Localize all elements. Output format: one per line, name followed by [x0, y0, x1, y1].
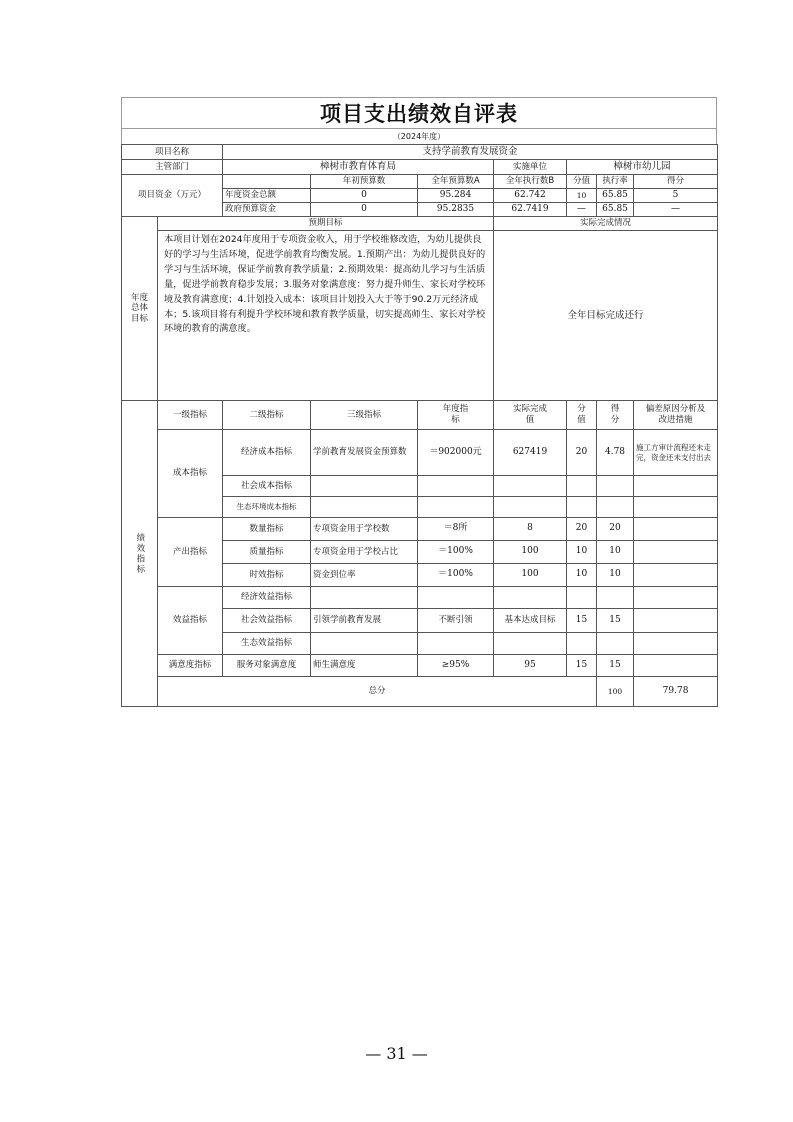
- econ-benefit-actual: [494, 587, 567, 609]
- econ-cost-score: 20: [567, 430, 597, 476]
- social-benefit-third: 引领学前教育发展: [311, 609, 418, 633]
- gov-full-year: 95.2835: [418, 203, 494, 217]
- unit-label: 实施单位: [494, 160, 567, 175]
- quality-actual: 100: [494, 541, 567, 564]
- form-table: [121, 144, 718, 707]
- quantity-actual: 8: [494, 518, 567, 541]
- social-benefit-points: 15: [597, 609, 634, 633]
- goals-label-text: 年度总体目标: [130, 292, 148, 324]
- social-benefit-target: 不断引领: [418, 609, 494, 633]
- project-name-label: 项目名称: [122, 145, 223, 160]
- total-score: 10: [567, 189, 597, 203]
- econ-benefit-points: [597, 587, 634, 609]
- econ-cost-actual: 627419: [494, 430, 567, 476]
- econ-benefit-third: [311, 587, 418, 609]
- dept-value: 樟树市教育体育局: [223, 160, 494, 175]
- econ-benefit-note: [634, 587, 718, 609]
- quality-note: [634, 541, 718, 564]
- gov-funds-label: 政府预算资金: [223, 203, 311, 217]
- eco-cost-third: [311, 497, 418, 518]
- gov-points: —: [634, 203, 718, 217]
- form-year: （2024年度）: [121, 128, 717, 144]
- header-level3: 三级指标: [311, 401, 418, 430]
- header-annual: [418, 401, 494, 430]
- econ-cost-target: ＝902000元: [418, 430, 494, 476]
- goals-content-row: [122, 231, 718, 401]
- quantity-row: [122, 518, 718, 541]
- econ-cost-row: [122, 430, 718, 476]
- econ-cost-name: 经济成本指标: [223, 430, 311, 476]
- page-number: — 31 —: [365, 1044, 428, 1063]
- expected-text: 本项目计划在2024年度用于专项资金收入，用于学校维修改造，为幼儿提供良好的学习与生活环境，促进学前教育均衡发展。1.预期产出：为幼儿提供良好的学习与生活环境，保证学前教育教学质量；2.预期效果：提高幼儿学习与生活质量，促进学前教育稳步发展；3.服务对象满意度：努力提升师生、家长对学校环境及教育满意度；4.计划投入成本：该项目计划投入大于等于90.2万元经济成本；5.该项目将有利提升学校环境和教育教学质量，切实提高师生、家长对学校环境的教育的满意度。: [158, 231, 494, 401]
- social-cost-actual: [494, 476, 567, 497]
- quantity-target: ＝8所: [418, 518, 494, 541]
- total-row: [122, 677, 718, 707]
- col-initial: 年初预算数: [311, 175, 418, 189]
- quantity-note: [634, 518, 718, 541]
- col-points: 得分: [634, 175, 718, 189]
- gov-initial: 0: [311, 203, 418, 217]
- header-level1: 一级指标: [158, 401, 223, 430]
- satisfaction-label: 满意度指标: [158, 655, 223, 677]
- quality-name: 质量指标: [223, 541, 311, 564]
- econ-benefit-name: 经济效益指标: [223, 587, 311, 609]
- header-score-text: 分值: [577, 404, 586, 425]
- cost-label: 成本指标: [158, 430, 223, 518]
- eco-benefit-note: [634, 633, 718, 655]
- gov-rate: 65.85: [597, 203, 634, 217]
- eco-cost-score: [567, 497, 597, 518]
- col-full-year: 全年预算数A: [418, 175, 494, 189]
- total-label: 总分: [158, 677, 597, 707]
- total-full-year: 95.284: [418, 189, 494, 203]
- header-points: [597, 401, 634, 430]
- eco-cost-note: [634, 497, 718, 518]
- total-points-cell: 79.78: [634, 677, 718, 707]
- econ-cost-note: 施工方审计流程还未走完，资金还未支付出去: [634, 430, 718, 476]
- header-level2: 二级指标: [223, 401, 311, 430]
- indicators-label-text: 绩效指标: [134, 532, 145, 575]
- eco-benefit-actual: [494, 633, 567, 655]
- actual-label: 实际完成情况: [494, 217, 718, 231]
- funds-label: 项目资金（万元）: [122, 175, 223, 217]
- performance-form: [121, 97, 717, 707]
- satisfaction-third: 师生满意度: [311, 655, 418, 677]
- output-label: 产出指标: [158, 518, 223, 587]
- eco-benefit-name: 生态效益指标: [223, 633, 311, 655]
- social-cost-points: [597, 476, 634, 497]
- social-benefit-note: [634, 609, 718, 633]
- quantity-third: 专项资金用于学校数: [311, 518, 418, 541]
- econ-benefit-row: [122, 587, 718, 609]
- indicator-header-row: [122, 401, 718, 430]
- actual-text: 全年目标完成还行: [494, 231, 718, 401]
- timeliness-score: 10: [567, 564, 597, 587]
- timeliness-points: 10: [597, 564, 634, 587]
- quantity-name: 数量指标: [223, 518, 311, 541]
- benefit-label: 效益指标: [158, 587, 223, 655]
- timeliness-target: ＝100%: [418, 564, 494, 587]
- quantity-score: 20: [567, 518, 597, 541]
- econ-benefit-score: [567, 587, 597, 609]
- social-benefit-score: 15: [567, 609, 597, 633]
- eco-benefit-points: [597, 633, 634, 655]
- project-name: 支持学前教育发展资金: [223, 145, 718, 160]
- econ-benefit-target: [418, 587, 494, 609]
- funds-header-row: [122, 175, 718, 189]
- timeliness-third: 资金到位率: [311, 564, 418, 587]
- quality-third: 专项资金用于学校占比: [311, 541, 418, 564]
- header-actual-text: 实际完成值: [513, 404, 548, 425]
- col-rate: 执行率: [597, 175, 634, 189]
- col-score: 分值: [567, 175, 597, 189]
- satisfaction-points: 15: [597, 655, 634, 677]
- unit-value: 樟树市幼儿园: [567, 160, 718, 175]
- eco-cost-actual: [494, 497, 567, 518]
- social-benefit-name: 社会效益指标: [223, 609, 311, 633]
- social-benefit-actual: 基本达成目标: [494, 609, 567, 633]
- eco-cost-points: [597, 497, 634, 518]
- total-initial: 0: [311, 189, 418, 203]
- total-funds-label: 年度资金总额: [223, 189, 311, 203]
- social-cost-score: [567, 476, 597, 497]
- social-cost-third: [311, 476, 418, 497]
- indicators-label: [122, 401, 158, 707]
- timeliness-note: [634, 564, 718, 587]
- satisfaction-target: ≥95%: [418, 655, 494, 677]
- header-actual: [494, 401, 567, 430]
- header-annual-text: 年度指标: [442, 404, 469, 425]
- timeliness-name: 时效指标: [223, 564, 311, 587]
- header-deviation-text: 偏差原因分析及改进措施: [645, 404, 706, 425]
- econ-cost-points: 4.78: [597, 430, 634, 476]
- satisfaction-row: [122, 655, 718, 677]
- social-cost-target: [418, 476, 494, 497]
- satisfaction-actual: 95: [494, 655, 567, 677]
- quality-score: 10: [567, 541, 597, 564]
- eco-benefit-third: [311, 633, 418, 655]
- total-executed: 62.742: [494, 189, 567, 203]
- eco-benefit-target: [418, 633, 494, 655]
- total-points: 5: [634, 189, 718, 203]
- gov-score: —: [567, 203, 597, 217]
- satisfaction-note: [634, 655, 718, 677]
- expected-label: 预期目标: [158, 217, 494, 231]
- eco-benefit-score: [567, 633, 597, 655]
- quality-points: 10: [597, 541, 634, 564]
- social-cost-note: [634, 476, 718, 497]
- header-points-text: 得分: [610, 404, 620, 425]
- goals-header-row: [122, 217, 718, 231]
- funds-blank: [223, 175, 311, 189]
- satisfaction-name: 服务对象满意度: [223, 655, 311, 677]
- quality-target: ＝100%: [418, 541, 494, 564]
- form-title: 项目支出绩效自评表: [121, 97, 717, 128]
- quantity-points: 20: [597, 518, 634, 541]
- dept-row: [122, 160, 718, 175]
- eco-cost-target: [418, 497, 494, 518]
- goals-label: [122, 217, 158, 401]
- dept-label: 主管部门: [122, 160, 223, 175]
- social-cost-name: 社会成本指标: [223, 476, 311, 497]
- gov-executed: 62.7419: [494, 203, 567, 217]
- project-name-row: [122, 145, 718, 160]
- header-deviation: [634, 401, 718, 430]
- econ-cost-third: 学前教育发展资金预算数: [311, 430, 418, 476]
- eco-cost-name: 生态环境成本指标: [223, 497, 311, 518]
- timeliness-actual: 100: [494, 564, 567, 587]
- total-rate: 65.85: [597, 189, 634, 203]
- satisfaction-score: 15: [567, 655, 597, 677]
- total-score-cell: 100: [597, 677, 634, 707]
- header-score: [567, 401, 597, 430]
- col-executed: 全年执行数B: [494, 175, 567, 189]
